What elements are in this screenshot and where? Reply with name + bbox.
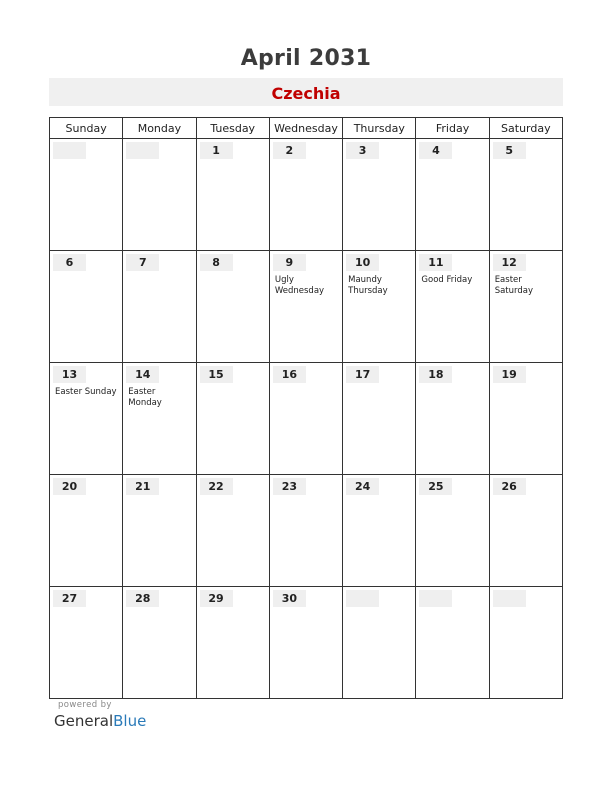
day-cell bbox=[269, 363, 342, 475]
holiday-label: Maundy Thursday bbox=[348, 275, 388, 296]
day-cell bbox=[416, 251, 489, 363]
day-cell bbox=[123, 251, 196, 363]
week-row bbox=[50, 475, 563, 587]
weekday-header-row bbox=[50, 118, 563, 139]
weekday-header: Wednesday bbox=[269, 118, 342, 139]
weekday-header: Monday bbox=[123, 118, 196, 139]
weekday-header: Sunday bbox=[50, 118, 123, 139]
day-cell bbox=[50, 251, 123, 363]
day-number: 8 bbox=[200, 254, 233, 271]
day-number: 17 bbox=[346, 366, 379, 383]
day-cell bbox=[489, 251, 562, 363]
day-number: 28 bbox=[126, 590, 159, 607]
day-cell bbox=[489, 139, 562, 251]
calendar-grid bbox=[49, 117, 563, 699]
holiday-label: Easter Saturday bbox=[494, 275, 533, 296]
day-cell bbox=[50, 475, 123, 587]
day-cell bbox=[269, 251, 342, 363]
day-cell bbox=[123, 587, 196, 699]
day-number: 9 bbox=[273, 254, 306, 271]
day-number: 3 bbox=[346, 142, 379, 159]
week-row bbox=[50, 587, 563, 699]
day-number: 10 bbox=[346, 254, 379, 271]
day-number: 30 bbox=[273, 590, 306, 607]
week-row bbox=[50, 139, 563, 251]
day-number: 14 bbox=[126, 366, 159, 383]
day-cell bbox=[269, 587, 342, 699]
day-cell bbox=[50, 363, 123, 475]
day-number: 26 bbox=[493, 478, 526, 495]
day-number: 15 bbox=[200, 366, 233, 383]
brand-blue: Blue bbox=[113, 712, 147, 730]
day-number: 7 bbox=[126, 254, 159, 271]
weekday-header: Saturday bbox=[489, 118, 562, 139]
holiday-label: Good Friday bbox=[421, 275, 473, 285]
holiday-label: Easter Sunday bbox=[55, 387, 117, 397]
day-number bbox=[126, 142, 159, 159]
weekday-header: Tuesday bbox=[196, 118, 269, 139]
day-cell bbox=[269, 139, 342, 251]
day-cell bbox=[343, 251, 416, 363]
day-number: 25 bbox=[419, 478, 452, 495]
day-number bbox=[53, 142, 86, 159]
day-number: 2 bbox=[273, 142, 306, 159]
calendar-body bbox=[50, 139, 563, 699]
day-number bbox=[493, 590, 526, 607]
day-cell bbox=[489, 363, 562, 475]
day-cell bbox=[196, 139, 269, 251]
day-cell bbox=[123, 363, 196, 475]
day-number: 13 bbox=[53, 366, 86, 383]
week-row bbox=[50, 251, 563, 363]
powered-by-label: powered by bbox=[58, 700, 112, 710]
country-name: Czechia bbox=[271, 84, 341, 103]
day-number: 21 bbox=[126, 478, 159, 495]
day-cell bbox=[269, 475, 342, 587]
day-cell bbox=[343, 363, 416, 475]
holiday-label: Ugly Wednesday bbox=[274, 275, 325, 296]
day-cell bbox=[123, 139, 196, 251]
day-cell bbox=[343, 587, 416, 699]
brand-general: General bbox=[54, 712, 114, 730]
week-row bbox=[50, 363, 563, 475]
calendar-title: April 2031 bbox=[240, 46, 372, 71]
day-cell bbox=[489, 587, 562, 699]
day-cell bbox=[416, 363, 489, 475]
day-cell bbox=[416, 475, 489, 587]
day-cell bbox=[123, 475, 196, 587]
day-cell bbox=[489, 475, 562, 587]
day-number bbox=[346, 590, 379, 607]
generalblue-logo[interactable] bbox=[54, 712, 146, 730]
day-number: 1 bbox=[200, 142, 233, 159]
day-number: 19 bbox=[493, 366, 526, 383]
day-number: 6 bbox=[53, 254, 86, 271]
day-number bbox=[419, 590, 452, 607]
day-number: 23 bbox=[273, 478, 306, 495]
day-cell bbox=[196, 587, 269, 699]
day-cell bbox=[50, 139, 123, 251]
day-number: 11 bbox=[419, 254, 452, 271]
day-cell bbox=[196, 475, 269, 587]
day-cell bbox=[343, 475, 416, 587]
day-number: 24 bbox=[346, 478, 379, 495]
holiday-label: Easter Monday bbox=[128, 387, 162, 408]
day-cell bbox=[196, 251, 269, 363]
day-number: 29 bbox=[200, 590, 233, 607]
day-number: 12 bbox=[493, 254, 526, 271]
day-cell bbox=[50, 587, 123, 699]
day-number: 22 bbox=[200, 478, 233, 495]
day-cell bbox=[416, 587, 489, 699]
day-cell bbox=[416, 139, 489, 251]
day-number: 20 bbox=[53, 478, 86, 495]
day-cell bbox=[343, 139, 416, 251]
day-number: 16 bbox=[273, 366, 306, 383]
weekday-header: Friday bbox=[416, 118, 489, 139]
day-number: 18 bbox=[419, 366, 452, 383]
weekday-header: Thursday bbox=[343, 118, 416, 139]
day-number: 5 bbox=[493, 142, 526, 159]
day-number: 4 bbox=[419, 142, 452, 159]
day-cell bbox=[196, 363, 269, 475]
day-number: 27 bbox=[53, 590, 86, 607]
